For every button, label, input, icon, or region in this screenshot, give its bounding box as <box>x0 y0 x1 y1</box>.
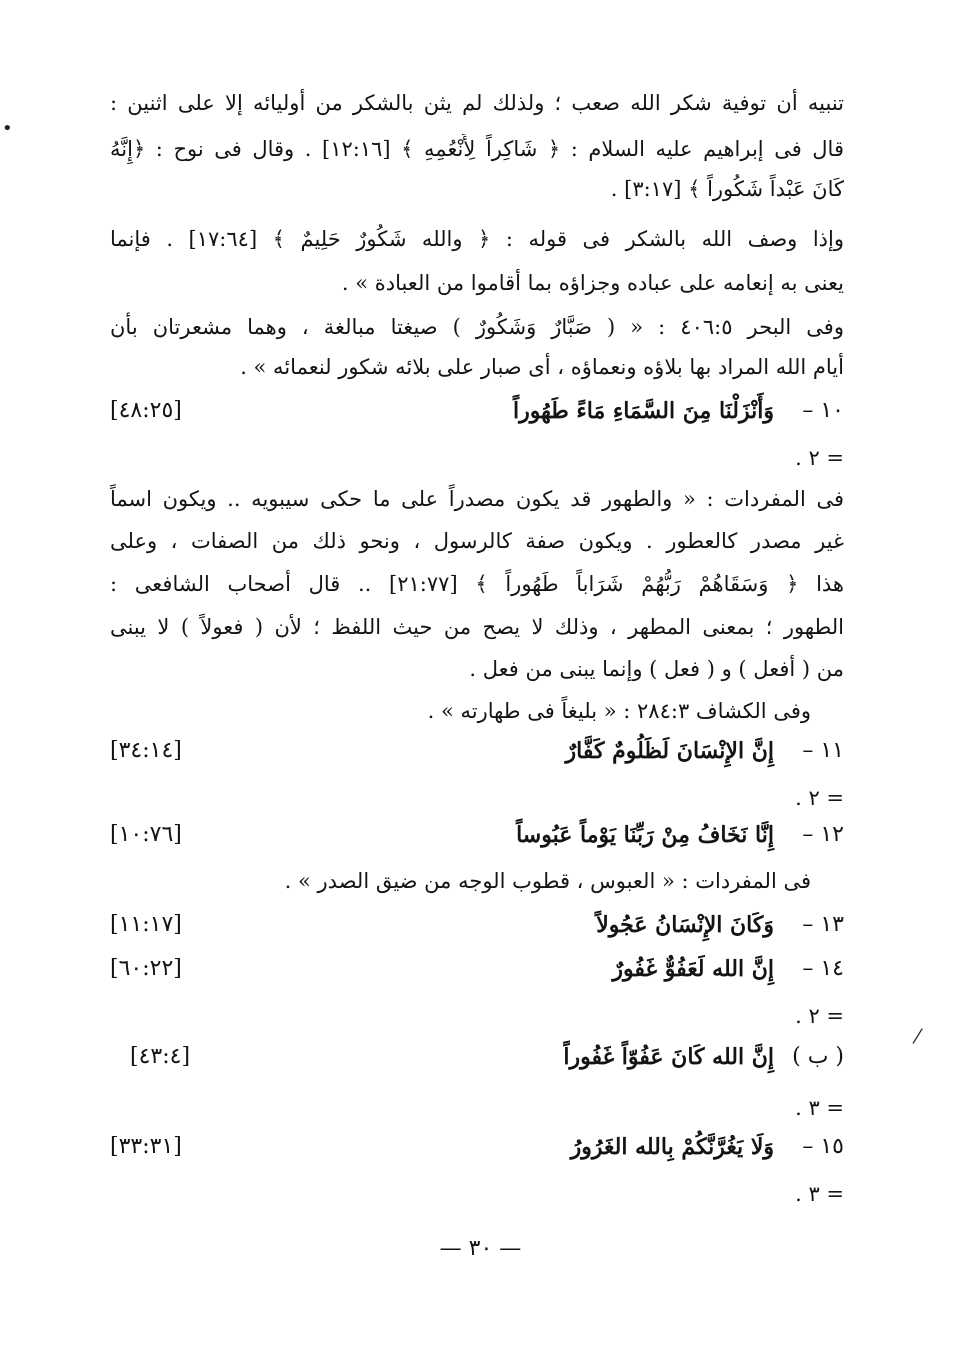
verse-text: إِنَّا نَخَافُ مِنْ رَبِّنَا يَوْماً عَبُوساً <box>516 822 774 848</box>
text-line: من ( أفعل ) و ( فعل ) وإنما يبنى من فعل . <box>469 657 844 681</box>
verse-row-12 <box>110 818 844 852</box>
verse-reference: [٤٨:٢٥] <box>110 398 182 423</box>
text-line: تنبيه أن توفية شكر الله صعب ؛ ولذلك لم يثن بالشكر من أوليائه إلا على اثنين : <box>110 91 844 115</box>
text-line: وفى البحر ٤٠٦:٥ : « ( صَبَّارٌ وَشَكُورٌ ) صيغتا مبالغة ، وهما مشعرتان بأن <box>110 315 844 339</box>
text-line: قال فى إبراهيم عليه السلام : ﴿ شَاكِراً لِأَنْعُمِهِ ﴾ [١٢:١٦] . وقال فى نوح : ﴿إِنَّهُ <box>110 137 844 161</box>
kashshaf-note: وفى الكشاف ٢٨٤:٣ : « بليغاً فى طهارته » . <box>427 699 811 723</box>
mufradat-abus-note: فى المفردات : « العبوس ، قطوب الوجه من ضيق الصدر » . <box>284 869 811 893</box>
verse-number: ١٠ – <box>802 398 844 423</box>
verse-text: وَلَا يَغُرَّنَّكُمْ بِالله الغَرُورُ <box>570 1134 774 1160</box>
verse-number: ١١ – <box>802 738 844 763</box>
verse-text: إِنَّ الله لَعَفُوٌّ غَفُورٌ <box>612 956 774 982</box>
verse-reference: [١٠:٧٦] <box>110 822 182 847</box>
page-number: — ٣٠ — <box>439 1236 522 1261</box>
verse-number: ١٤ – <box>802 956 844 981</box>
verse-text: إِنَّ الإِنْسَانَ لَظَلُومٌ كَفَّارٌ <box>565 738 774 764</box>
verse-reference: [١١:١٧] <box>110 912 182 937</box>
equals-note: = ٢ . <box>795 1004 844 1028</box>
verse-number: ١٢ – <box>802 822 844 847</box>
equals-note: = ٢ . <box>795 446 844 470</box>
verse-row-15 <box>110 1130 844 1164</box>
text-line: هذا ﴿ وَسَقَاهُمْ رَبُّهُمْ شَرَاباً طَهُوراً ﴾ [٢١:٧٧] .. قال أصحاب الشافعى : <box>110 572 844 596</box>
text-line: وإذا وصف الله بالشكر فى قوله : ﴿ والله شَكُورٌ حَلِيمٌ ﴾ [١٧:٦٤] . فإنما <box>110 227 844 251</box>
verse-reference: [٤٣:٤] <box>130 1044 191 1069</box>
verse-number: ( ب ) <box>792 1044 844 1069</box>
verse-row-10 <box>110 394 844 428</box>
verse-reference: [٦٠:٢٢] <box>110 956 182 981</box>
scan-mark: ⁄ <box>916 1024 920 1048</box>
text-line: فى المفردات : « والطهور قد يكون مصدراً على ما حكى سيبويه .. ويكون اسماً <box>110 487 844 511</box>
scan-mark: • <box>2 118 13 139</box>
equals-note: = ٢ . <box>795 786 844 810</box>
text-line: كَانَ عَبْداً شَكُوراً ﴾ [٣:١٧] . <box>610 177 844 201</box>
verse-text: وَأَنْزَلْنَا مِنَ السَّمَاءِ مَاءً طَهُوراً <box>512 398 774 424</box>
equals-note: = ٣ . <box>795 1096 844 1120</box>
text-line: الطهور ؛ بمعنى المطهر ، وذلك لا يصح من حيث اللفظ ؛ لأن ( فعولاً ) لا يبنى <box>110 615 844 639</box>
text-line: أيام الله المراد بها بلاؤه ونعماؤه ، أى صبار على بلائه شكور لنعمائه » . <box>240 355 844 379</box>
verse-row-13 <box>110 908 844 942</box>
text-line: غير مصدر كالعطور . ويكون صفة كالرسول ، ونحو ذلك من الصفات ، وعلى <box>110 529 844 553</box>
text-line: يعنى به إنعامه على عباده وجزاؤه بما أقاموا من العبادة » . <box>341 271 844 295</box>
verse-row-14 <box>110 952 844 986</box>
verse-row-b <box>110 1040 844 1074</box>
verse-row-11 <box>110 734 844 768</box>
verse-number: ١٥ – <box>802 1134 844 1159</box>
equals-note: = ٣ . <box>795 1182 844 1206</box>
verse-reference: [٣٤:١٤] <box>110 738 182 763</box>
verse-reference: [٣٣:٣١] <box>110 1134 182 1159</box>
verse-number: ١٣ – <box>802 912 844 937</box>
verse-text: وَكَانَ الإِنْسَانُ عَجُولاً <box>596 912 774 938</box>
verse-text: إِنَّ الله كَانَ عَفُوّاً غَفُوراً <box>563 1044 774 1070</box>
